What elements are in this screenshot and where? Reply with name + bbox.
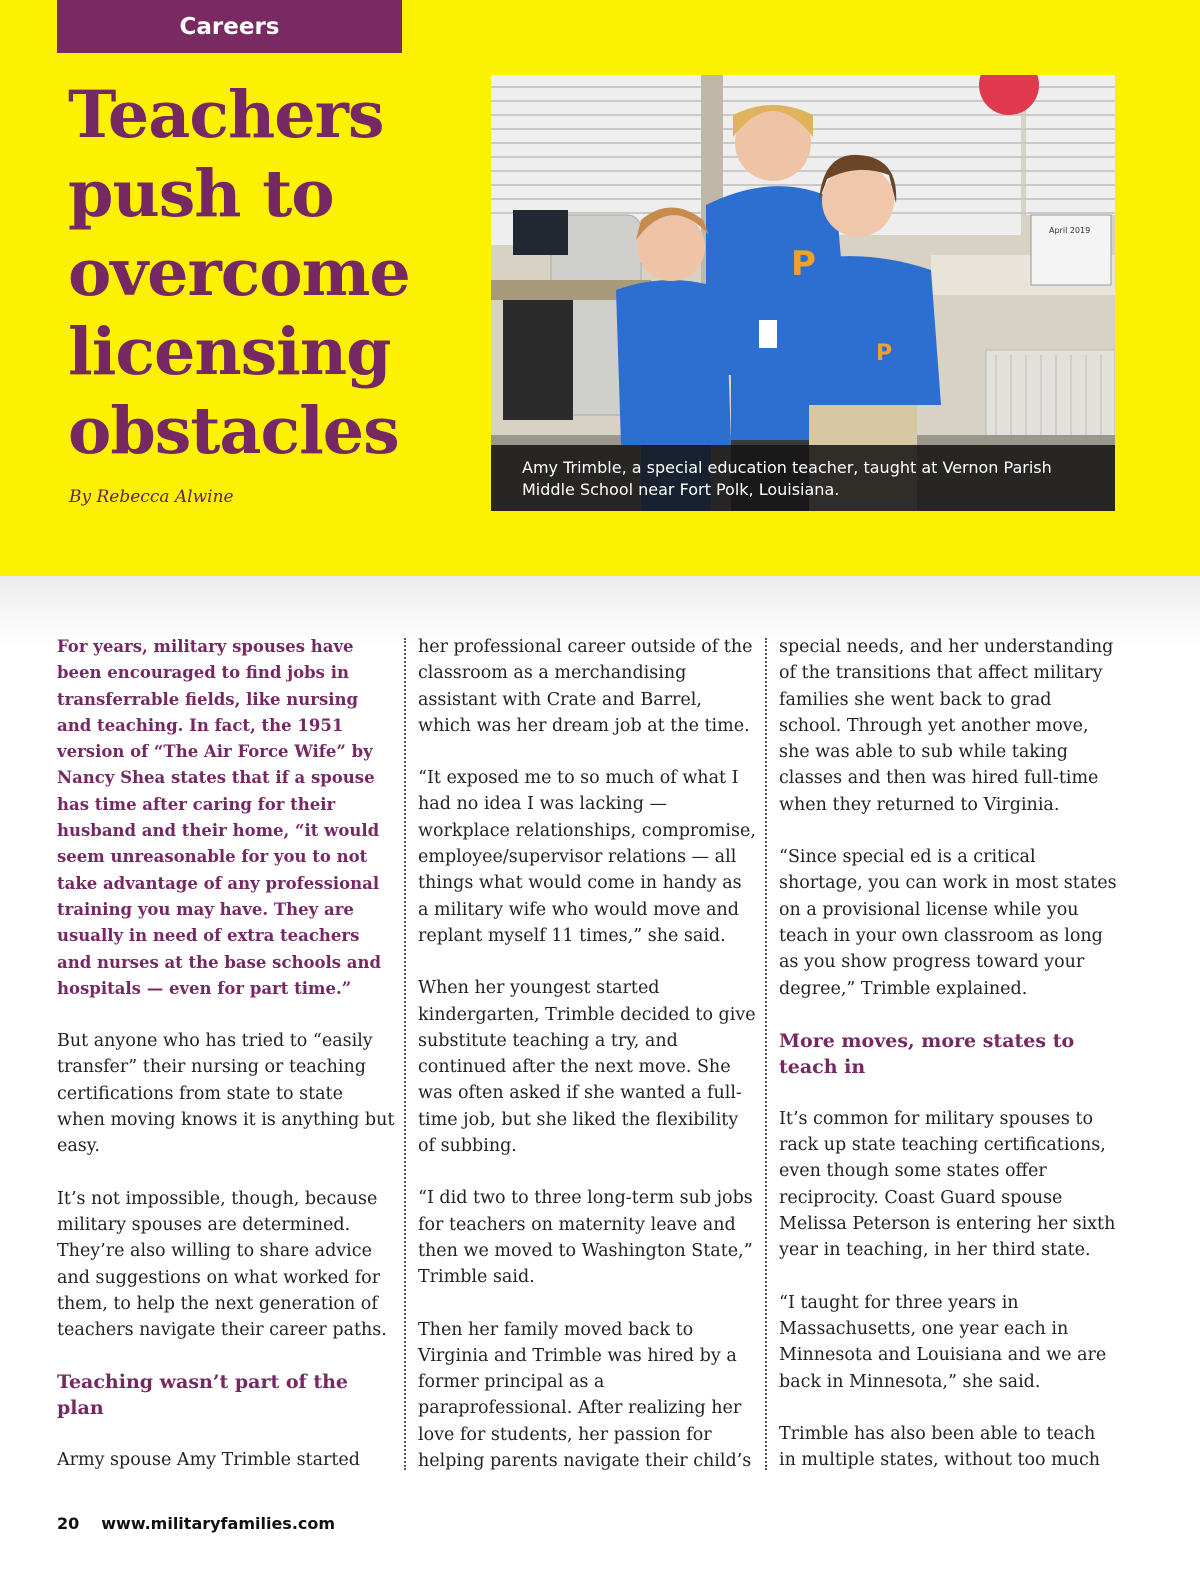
article-photo	[491, 75, 1115, 511]
body-paragraph: “I did two to three long-term sub jobs for teachers on maternity leave and then we moved to Washington State,” Trimble said.	[418, 1188, 753, 1288]
section-tab: Careers	[57, 0, 402, 53]
subheading: More moves, more states to teach in	[779, 1029, 1075, 1078]
article-column-2	[418, 634, 756, 1500]
photo-caption: Amy Trimble, a special education teacher, taught at Vernon Parish Middle School near Fort Polk, Louisiana.	[491, 445, 1115, 511]
body-paragraph: “Since special ed is a critical shortage, you can work in most states on a provisional license while you teach in your own classroom as long as you show progress toward your degree,” Trimble explained.	[779, 847, 1117, 999]
shirt-logo-decoration: P	[876, 341, 893, 366]
body-paragraph: Then her family moved back to Virginia and Trimble was hired by a former principal as a paraprofessional. After realizing her love for students, her passion for helping parents navigate their child’s	[418, 1319, 752, 1472]
footer-url[interactable]: www.militaryfamilies.com	[101, 1514, 336, 1533]
lead-paragraph: For years, military spouses have been encouraged to find jobs in transferrable fields, like nursing and teaching. In fact, the 1951 version of “The Air Force Wife” by Nancy Shea states that if a spouse has time after caring for their husband and their home, “it would seem unreasonable for you to not take advantage of any professional training you may have. They are usually in need of extra teachers and nurses at the base schools and hospitals — even for part time.”	[57, 637, 382, 998]
body-paragraph: special needs, and her understanding of the transitions that affect military families she went back to grad school. Through yet another move, she was able to sub while taking classes and then was hired full-time when they returned to Virginia.	[779, 637, 1114, 815]
body-paragraph: But anyone who has tried to “easily transfer” their nursing or teaching certifications from state to state when moving knows it is anything but easy.	[57, 1031, 395, 1157]
column-divider-1	[404, 638, 406, 1470]
calendar-sign: April 2019	[1049, 226, 1091, 235]
body-paragraph: “I taught for three years in Massachusetts, one year each in Minnesota and Louisiana and we are back in Minnesota,” she said.	[779, 1292, 1107, 1392]
page-number: 20	[57, 1514, 80, 1533]
headline: Teachers push to overcome licensing obstacles	[68, 77, 410, 469]
body-paragraph: It’s common for military spouses to rack up state teaching certifications, even though some states offer reciprocity. Coast Guard spouse Melissa Peterson is entering her sixth year in teaching, in her third state.	[779, 1108, 1116, 1261]
body-paragraph: Army spouse Amy Trimble started	[57, 1450, 360, 1471]
shirt-logo-decoration-2: P	[791, 244, 816, 284]
article-column-1	[57, 634, 395, 1500]
body-paragraph: “It exposed me to so much of what I had no idea I was lacking — workplace relationships, compromise, employee/supervisor relations — all things what would come in handy as a military wife who would move and replant myself 11 times,” she said.	[418, 768, 756, 946]
body-paragraph: When her youngest started kindergarten, Trimble decided to give substitute teaching a try, and continued after the next move. She was often asked if she wanted a full-time job, but she liked the flexibility of subbing.	[418, 978, 756, 1157]
body-paragraph: It’s not impossible, though, because military spouses are determined. They’re also willing to share advice and suggestions on what worked for them, to help the next generation of teachers navigate their career paths.	[57, 1188, 387, 1341]
page-footer	[57, 1514, 335, 1533]
body-paragraph: Trimble has also been able to teach in multiple states, without too much	[779, 1423, 1101, 1471]
subheading: Teaching wasn’t part of the plan	[57, 1371, 348, 1420]
article-column-3	[779, 634, 1117, 1499]
body-paragraph: her professional career outside of the classroom as a merchandising assistant with Crate and Barrel, which was her dream job at the time.	[418, 637, 753, 736]
column-divider-2	[765, 638, 767, 1470]
byline: By Rebecca Alwine	[69, 487, 234, 507]
